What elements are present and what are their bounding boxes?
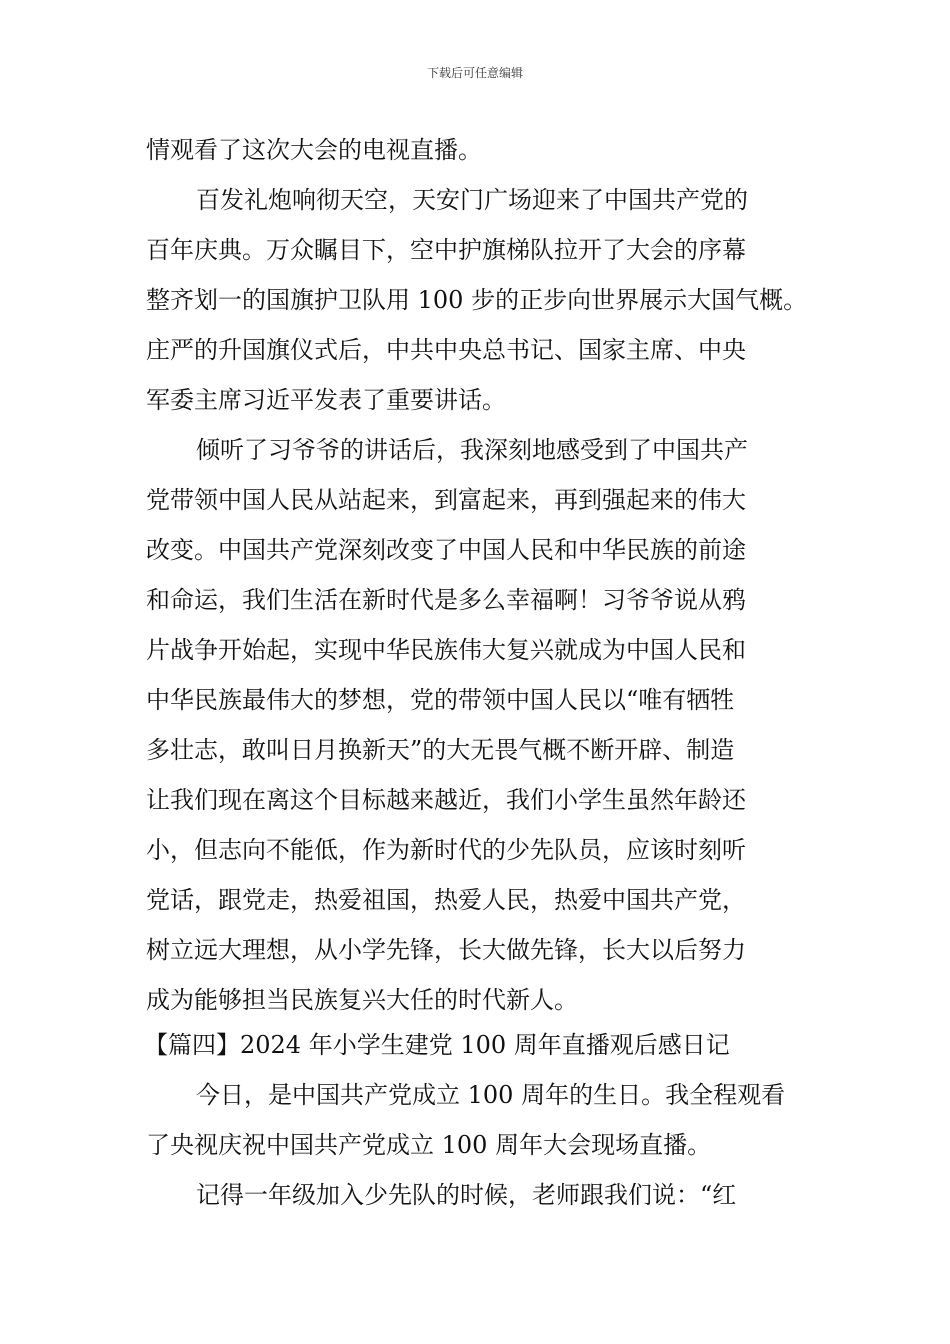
text-line: 党话，跟党走，热爱祖国，热爱人民，热爱中国共产党，: [146, 886, 746, 914]
text-line: 和命运，我们生活在新时代是多么幸福啊！习爷爷说从鸦: [146, 586, 746, 614]
paragraph-start-line: 百发礼炮响彻天空，天安门广场迎来了中国共产党的: [196, 186, 748, 214]
paragraph-start-line: 今日，是中国共产党成立 100 周年的生日。我全程观看: [196, 1081, 786, 1109]
paragraph-start-line: 记得一年级加入少先队的时候，老师跟我们说：“红: [196, 1181, 737, 1209]
page-header: 下载后可任意编辑: [426, 66, 523, 80]
text-line: 了央视庆祝中国共产党成立 100 周年大会现场直播。: [146, 1131, 712, 1159]
text-line: 百年庆典。万众瞩目下，空中护旗梯队拉开了大会的序幕: [146, 236, 746, 264]
text-line: 小，但志向不能低，作为新时代的少先队员，应该时刻听: [146, 836, 746, 864]
text-line: 让我们现在离这个目标越来越近，我们小学生虽然年龄还: [146, 786, 746, 814]
text-line: 情观看了这次大会的电视直播。: [146, 136, 482, 164]
text-line: 军委主席习近平发表了重要讲话。: [146, 386, 506, 414]
text-line: 党带领中国人民从站起来，到富起来，再到强起来的伟大: [146, 486, 746, 514]
text-line: 片战争开始起，实现中华民族伟大复兴就成为中国人民和: [146, 636, 746, 664]
section-heading: 【篇四】2024 年小学生建党 100 周年直播观后感日记: [144, 1031, 730, 1059]
paragraph-start-line: 倾听了习爷爷的讲话后，我深刻地感受到了中国共产: [196, 436, 748, 464]
text-line: 整齐划一的国旗护卫队用 100 步的正步向世界展示大国气概。: [146, 286, 808, 314]
text-line: 多壮志，敢叫日月换新天”的大无畏气概不断开辟、制造: [146, 736, 735, 764]
text-line: 中华民族最伟大的梦想，党的带领中国人民以“唯有牺牲: [146, 686, 735, 714]
text-line: 成为能够担当民族复兴大任的时代新人。: [146, 986, 578, 1014]
text-line: 庄严的升国旗仪式后，中共中央总书记、国家主席、中央: [146, 336, 746, 364]
text-line: 树立远大理想，从小学先锋，长大做先锋，长大以后努力: [146, 936, 746, 964]
text-line: 改变。中国共产党深刻改变了中国人民和中华民族的前途: [146, 536, 746, 564]
